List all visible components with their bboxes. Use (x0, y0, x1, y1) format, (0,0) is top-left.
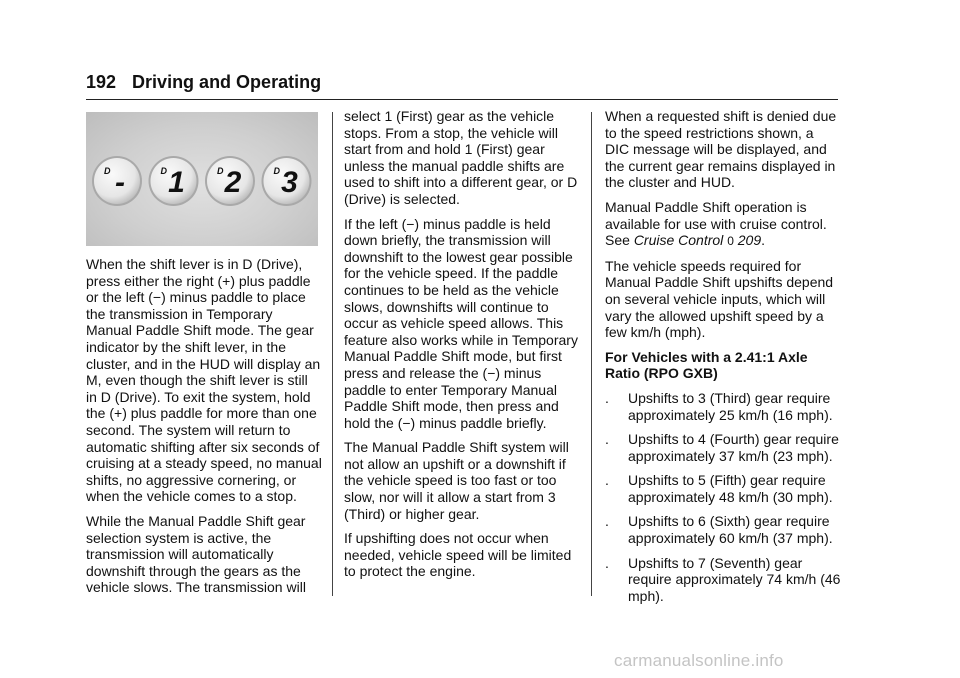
header-rule (86, 99, 838, 100)
paragraph: When the shift lever is in D (Drive), press either the right (+) plus paddle or the left (−) minus paddle to place the transmission in Temporary Manual Paddle Shift mode. The gear indicator by the shift lever, in the cluster, and in the HUD will display an M, even though the shift lever is still in D (Drive). To exit the system, hold the (+) plus paddle for more than one second. The system will return to automatic shifting after six seconds of cruising at a steady speed, no manual shifts, no aggressive cornering, or when the vehicle comes to a stop. (86, 256, 322, 505)
paragraph-prefix: Manual Paddle Shift operation is available for use with cruise control. See (605, 198, 827, 249)
watermark: carmanualsonline.info (614, 651, 784, 670)
dial-mode-label: D (273, 166, 280, 176)
list-item-text: Upshifts to 3 (Third) gear require approximately 25 km/h (16 mph). (628, 389, 833, 423)
paragraph: The vehicle speeds required for Manual Paddle Shift upshifts depend on several vehicle inputs, which will vary the allowed upshift speed by a few km/h (mph). (605, 257, 834, 341)
gear-indicator-figure (86, 112, 318, 246)
cross-reference-link[interactable]: Cruise Control (633, 232, 724, 249)
bullet-mark: . (605, 513, 609, 530)
paragraph: The Manual Paddle Shift system will not allow an upshift or a downshift if the vehicle speed is too fast or too slow, nor will it allow a start from 3 (Third) or higher gear. (344, 439, 569, 522)
page-header (86, 70, 838, 94)
dial-gear-label: 1 (168, 166, 185, 199)
upshift-speed-list (605, 390, 841, 605)
list-item (605, 472, 841, 505)
paragraph: select 1 (First) gear as the vehicle stops. From a stop, the vehicle will start from and hold 1 (First) gear unless the manual paddle shifts are used to shift into a different gear, or D (Drive) is selected. (344, 108, 578, 207)
subheading: For Vehicles with a 2.41:1 Axle Ratio (RPO GXB) (605, 348, 808, 382)
dial-gear-label: 2 (224, 166, 242, 199)
dial-mode-label: D (160, 166, 167, 176)
column-divider-2 (591, 112, 592, 596)
bullet-mark: . (605, 389, 609, 406)
gear-indicator-dial (92, 156, 142, 206)
list-item (605, 431, 841, 464)
gear-indicator-illustration (86, 112, 318, 246)
list-item-text: Upshifts to 6 (Sixth) gear require approximately 60 km/h (37 mph). (628, 513, 833, 547)
text-column-2 (344, 108, 580, 588)
bullet-mark: . (605, 472, 609, 489)
paragraph-suffix: . (761, 232, 766, 249)
paragraph: If the left (−) minus paddle is held down briefly, the transmission will downshift to the lowest gear possible for the vehicle speed. If the paddle continues to be held as the vehicle slows, downshifts will continue to occur as vehicle speed allows. This feature also works while in Temporary Manual Paddle Shift mode, but first press and release the (−) minus paddle to enter Temporary Manual Paddle Shift mode, then press and hold the (−) minus paddle briefly. (344, 215, 578, 431)
page-reference-arrow-icon: 0 (727, 234, 734, 249)
gear-indicator-dial (262, 156, 312, 206)
gear-indicator-dial (205, 156, 255, 206)
bullet-mark: . (605, 554, 609, 571)
list-item (605, 390, 841, 423)
dial-mode-label: D (217, 166, 224, 176)
list-item-text: Upshifts to 7 (Seventh) gear require approximately 74 km/h (46 mph). (628, 554, 841, 604)
list-item (605, 513, 841, 546)
dial-gear-label: 3 (281, 166, 298, 199)
paragraph-with-xref (605, 199, 841, 250)
paragraph: While the Manual Paddle Shift gear selection system is active, the transmission will automatically downshift through the gears as the vehicle slows. The transmission will (86, 512, 306, 596)
paragraph: When a requested shift is denied due to the speed restrictions shown, a DIC message will be displayed, and the current gear remains displayed in the cluster and HUD. (605, 108, 837, 191)
text-column-1 (86, 256, 322, 604)
gear-indicator-dial (149, 156, 199, 206)
dial-mode-label: D (104, 166, 111, 176)
dial-gear-label: - (115, 166, 125, 199)
bullet-mark: . (605, 431, 609, 448)
cross-reference-page[interactable]: 209 (737, 232, 762, 249)
paragraph: If upshifting does not occur when needed, vehicle speed will be limited to protect the engine. (344, 530, 572, 580)
list-item-text: Upshifts to 4 (Fourth) gear require approximately 37 km/h (23 mph). (628, 431, 839, 464)
list-item-text: Upshifts to 5 (Fifth) gear require approximately 48 km/h (30 mph). (628, 472, 833, 505)
list-item (605, 555, 841, 605)
header-text (86, 70, 838, 94)
text-column-3 (605, 108, 841, 612)
column-divider-1 (332, 112, 333, 596)
page-number: 192 (86, 72, 117, 92)
section-title: Driving and Operating (132, 72, 322, 92)
